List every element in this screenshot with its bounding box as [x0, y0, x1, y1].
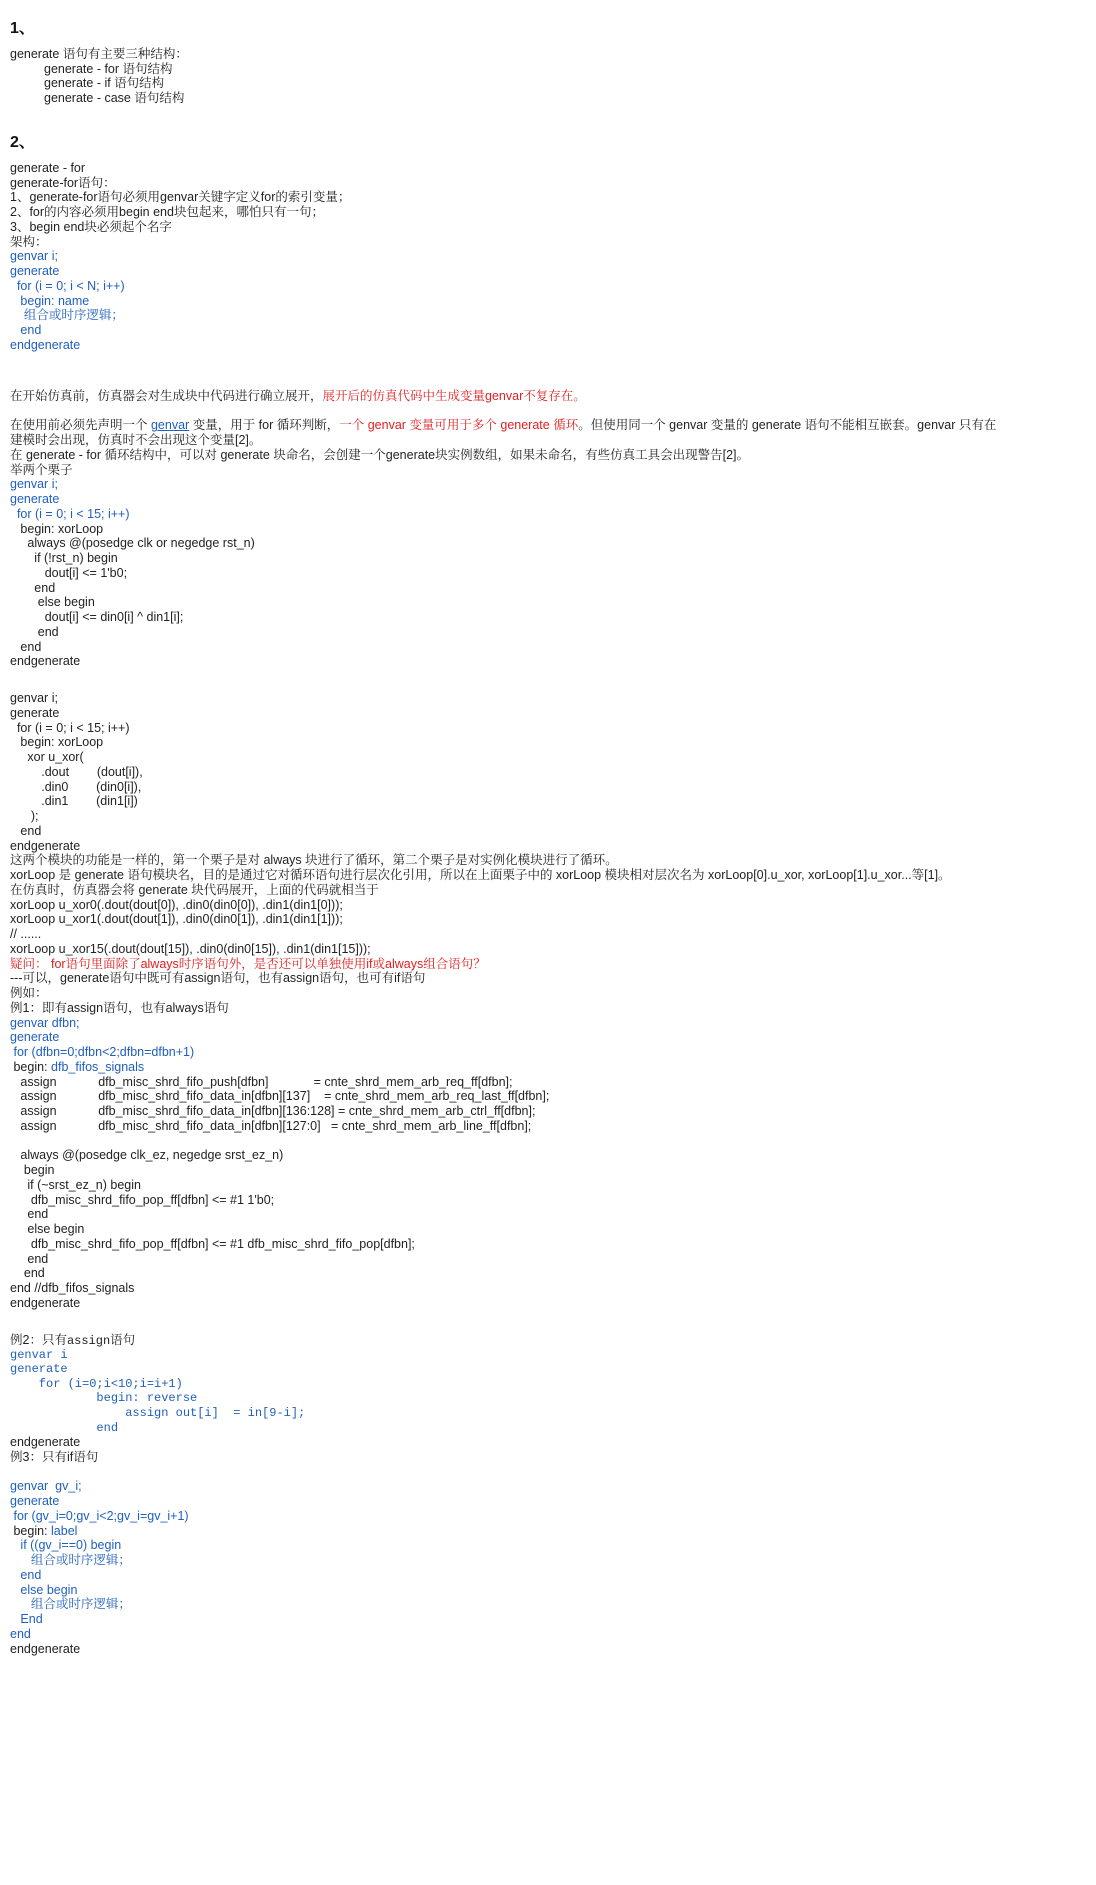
para-1-highlight: 展开后的仿真代码中生成变量genvar不复存在。 — [322, 389, 586, 404]
eg1-assign-0: assign dfb_misc_shrd_fifo_push[dfbn] = cnte_shrd_mem_arb_req_ff[dfbn]; — [10, 1074, 513, 1089]
eg1-always-9: end //dfb_fifos_signals — [10, 1281, 135, 1296]
eg2-title-a: 例2：只有 — [10, 1332, 67, 1347]
eg1-begin-label: dfb_fifos_signals — [51, 1059, 145, 1074]
question-label: 疑问： — [10, 956, 48, 971]
section-1-item-1: generate - if 语句结构 — [44, 76, 165, 91]
section-2-rule-1: 2、for的内容必须用begin end块包起来，哪怕只有一句； — [10, 205, 324, 219]
code-block1-4: always @(posedge clk or negedge rst_n) — [10, 536, 255, 551]
para-2-highlight: 一个 genvar 变量可用于多个 generate 循环 — [339, 418, 579, 433]
eg3-begin-label: label — [51, 1523, 78, 1538]
code-block2-2: for (i = 0; i < 15; i++) — [10, 720, 130, 735]
eg2-code-4: assign out[i] = in[9-i]; — [10, 1406, 306, 1421]
eg2-code-1: generate — [10, 1362, 68, 1377]
code-block2-4: xor u_xor( — [10, 750, 84, 765]
code-block1-3: begin: xorLoop — [10, 521, 104, 536]
para-2-b: 变量，用于 for 循环判断， — [189, 418, 340, 433]
eg1-assign-2: assign dfb_misc_shrd_fifo_data_in[dfbn][136:128] = cnte_shrd_mem_arb_ctrl_ff[dfbn]; — [10, 1104, 536, 1119]
eg1-always-0: always @(posedge clk_ez, negedge srst_ez_n) — [10, 1148, 284, 1163]
genvar-link[interactable]: genvar — [150, 418, 190, 433]
eg2-title-kw: assign — [66, 1333, 111, 1348]
para-1 — [10, 389, 1086, 404]
section-1-number: 1、 — [10, 20, 35, 37]
code-block2-1: generate — [10, 705, 60, 720]
code-block2-7: .din1 (din1[i]) — [10, 794, 138, 809]
eg1-always-5: else begin — [10, 1222, 85, 1237]
answer-line: ---可以，generate语句中既可有assign语句，也有assign语句，也可有if语句 — [10, 971, 426, 986]
arch-code-2: for (i = 0; i < N; i++) — [10, 278, 125, 293]
eg1-title: 例1：即有assign语句，也有always语句 — [10, 1000, 229, 1015]
eg3-begin — [10, 1524, 1086, 1539]
eg3-code-0: genvar gv_i; — [10, 1479, 82, 1494]
section-2-rule-0: 1、generate-for语句必须用genvar关键字定义for的索引变量； — [10, 190, 351, 205]
eg3-rest-0: if ((gv_i==0) begin — [10, 1538, 122, 1553]
arch-label: 架构： — [10, 234, 48, 249]
eg3-rest-1: 组合或时序逻辑； — [10, 1553, 131, 1568]
eg3-rest-2: end — [10, 1567, 42, 1582]
code-block1-9: dout[i] <= din0[i] ^ din1[i]; — [10, 610, 184, 625]
code-block1-2: for (i = 0; i < 15; i++) — [10, 506, 130, 521]
section-2-rule-2: 3、begin end块必须起个名字 — [10, 219, 172, 234]
section-1-item-0: generate - for 语句结构 — [44, 61, 173, 76]
eg1-assign-1: assign dfb_misc_shrd_fifo_data_in[dfbn][137] = cnte_shrd_mem_arb_req_last_ff[dfbn]; — [10, 1089, 550, 1104]
code-block2-3: begin: xorLoop — [10, 735, 104, 750]
arch-code-1: generate — [10, 264, 60, 278]
section-2-number: 2、 — [10, 133, 35, 151]
code-block1-0: genvar i; — [10, 477, 58, 492]
section-1-item-2: generate - case 语句结构 — [44, 91, 185, 106]
para-2-a: 在使用前必须先声明一个 — [10, 418, 151, 433]
code-block1-1: generate — [10, 492, 60, 507]
expand-line-3: xorLoop u_xor15(.dout(dout[15]), .din0(din0[15]), .din1(din1[15])); — [10, 941, 371, 956]
section-1-intro: generate 语句有主要三种结构： — [10, 46, 188, 61]
eg3-rest-5: End — [10, 1612, 43, 1627]
code-block1-5: if (!rst_n) begin — [10, 551, 118, 566]
eg-label: 例如： — [10, 986, 48, 1001]
section-2-title-2: generate-for语句： — [10, 175, 116, 190]
code-block1-12: endgenerate — [10, 654, 81, 669]
arch-code-0: genvar i; — [10, 249, 58, 264]
code-block2-9: end — [10, 823, 42, 838]
arch-code-4: 组合或时序逻辑； — [10, 308, 124, 323]
para-2-c: 。但使用同一个 genvar 变量的 generate 语句不能相互嵌套。genvar 只有在 — [578, 418, 997, 433]
eg1-always-2: if (~srst_ez_n) begin — [10, 1177, 141, 1192]
question-text: for语句里面除了always时序语句外，是否还可以单独使用if或always组合语句？ — [47, 956, 486, 971]
eg2-code-2: for (i=0;i<10;i=i+1) — [10, 1376, 183, 1391]
eg3-rest-4: 组合或时序逻辑； — [10, 1597, 131, 1612]
code-block2-5: .dout (dout[i]), — [10, 764, 143, 779]
eg1-always-3: dfb_misc_shrd_fifo_pop_ff[dfbn] <= #1 1'b0; — [10, 1192, 275, 1207]
expand-line-0: xorLoop u_xor0(.dout(dout[0]), .din0(din0[0]), .din1(din1[0])); — [10, 897, 343, 912]
eg3-rest-3: else begin — [10, 1582, 78, 1597]
code-block2-0: genvar i; — [10, 691, 58, 706]
code-block1-11: end — [10, 639, 42, 654]
eg2-code-5: end — [10, 1420, 119, 1435]
eg3-rest-7: endgenerate — [10, 1641, 81, 1656]
eg2-title-c: 语句 — [110, 1332, 136, 1347]
eg1-code-1: generate — [10, 1030, 60, 1045]
eg2-code-6: endgenerate — [10, 1435, 81, 1450]
para-3: 建模时会出现，仿真时不会出现这个变量[2]。 — [10, 433, 262, 448]
expand-line-1: xorLoop u_xor1(.dout(dout[1]), .din0(din0[1]), .din1(din1[1])); — [10, 912, 343, 927]
para-5: 这两个模块的功能是一样的，第一个栗子是对 always 块进行了循环，第二个栗子是对实例化模块进行了循环。 — [10, 853, 618, 868]
para-4: 在 generate - for 循环结构中，可以对 generate 块命名，会创建一个generate块实例数组，如果未命名，有些仿真工具会出现警告[2]。 — [10, 447, 750, 462]
eg1-code-2: for (dfbn=0;dfbn<2;dfbn=dfbn+1) — [10, 1045, 195, 1060]
section-2-title-1: generate - for — [10, 160, 86, 175]
eg3-begin-kw: begin: — [10, 1523, 52, 1538]
example-label: 举两个栗子 — [10, 462, 73, 477]
eg1-always-10: endgenerate — [10, 1295, 81, 1310]
eg1-always-8: end — [10, 1266, 45, 1281]
code-block2-6: .din0 (din0[i]), — [10, 779, 142, 794]
question-line — [10, 957, 1086, 972]
arch-code-5: end — [10, 323, 42, 337]
para-6: xorLoop 是 generate 语句模块名，目的是通过它对循环语句进行层次化引用，所以在上面栗子中的 xorLoop 模块相对层次名为 xorLoop[0].u_xor, xorLoop[1].u_xor...等[1]。 — [10, 868, 951, 883]
eg1-code-0: genvar dfbn; — [10, 1015, 80, 1030]
code-block1-7: end — [10, 580, 56, 595]
eg1-begin-kw: begin: — [10, 1059, 52, 1074]
eg1-always-4: end — [10, 1207, 49, 1222]
eg2-code-3: begin: reverse — [10, 1391, 198, 1406]
arch-code-6: endgenerate — [10, 337, 81, 352]
eg2-code-0: genvar i — [10, 1347, 68, 1362]
expand-line-2: // ...... — [10, 927, 42, 942]
code-block2-8: ); — [10, 809, 39, 824]
eg1-begin — [10, 1060, 1086, 1075]
para-7: 在仿真时，仿真器会将 generate 块代码展开，上面的代码就相当于 — [10, 882, 379, 897]
eg3-code-1: generate — [10, 1494, 60, 1509]
eg3-code-2: for (gv_i=0;gv_i<2;gv_i=gv_i+1) — [10, 1508, 189, 1523]
code-block1-8: else begin — [10, 595, 95, 610]
eg1-always-6: dfb_misc_shrd_fifo_pop_ff[dfbn] <= #1 dfb_misc_shrd_fifo_pop[dfbn]; — [10, 1236, 415, 1251]
eg1-always-7: end — [10, 1251, 49, 1266]
code-block1-10: end — [10, 624, 59, 639]
code-block2-10: endgenerate — [10, 838, 81, 853]
para-2 — [10, 418, 1086, 433]
eg1-always-1: begin — [10, 1163, 55, 1178]
code-block1-6: dout[i] <= 1'b0; — [10, 565, 128, 580]
arch-code-3: begin: name — [10, 293, 90, 308]
para-1-a: 在开始仿真前，仿真器会对生成块中代码进行确立展开， — [10, 389, 323, 404]
eg3-title: 例3：只有if语句 — [10, 1450, 99, 1464]
eg2-title — [10, 1333, 1086, 1348]
eg3-rest-6: end — [10, 1626, 31, 1641]
eg1-assign-3: assign dfb_misc_shrd_fifo_data_in[dfbn][127:0] = cnte_shrd_mem_arb_line_ff[dfbn]; — [10, 1118, 532, 1133]
